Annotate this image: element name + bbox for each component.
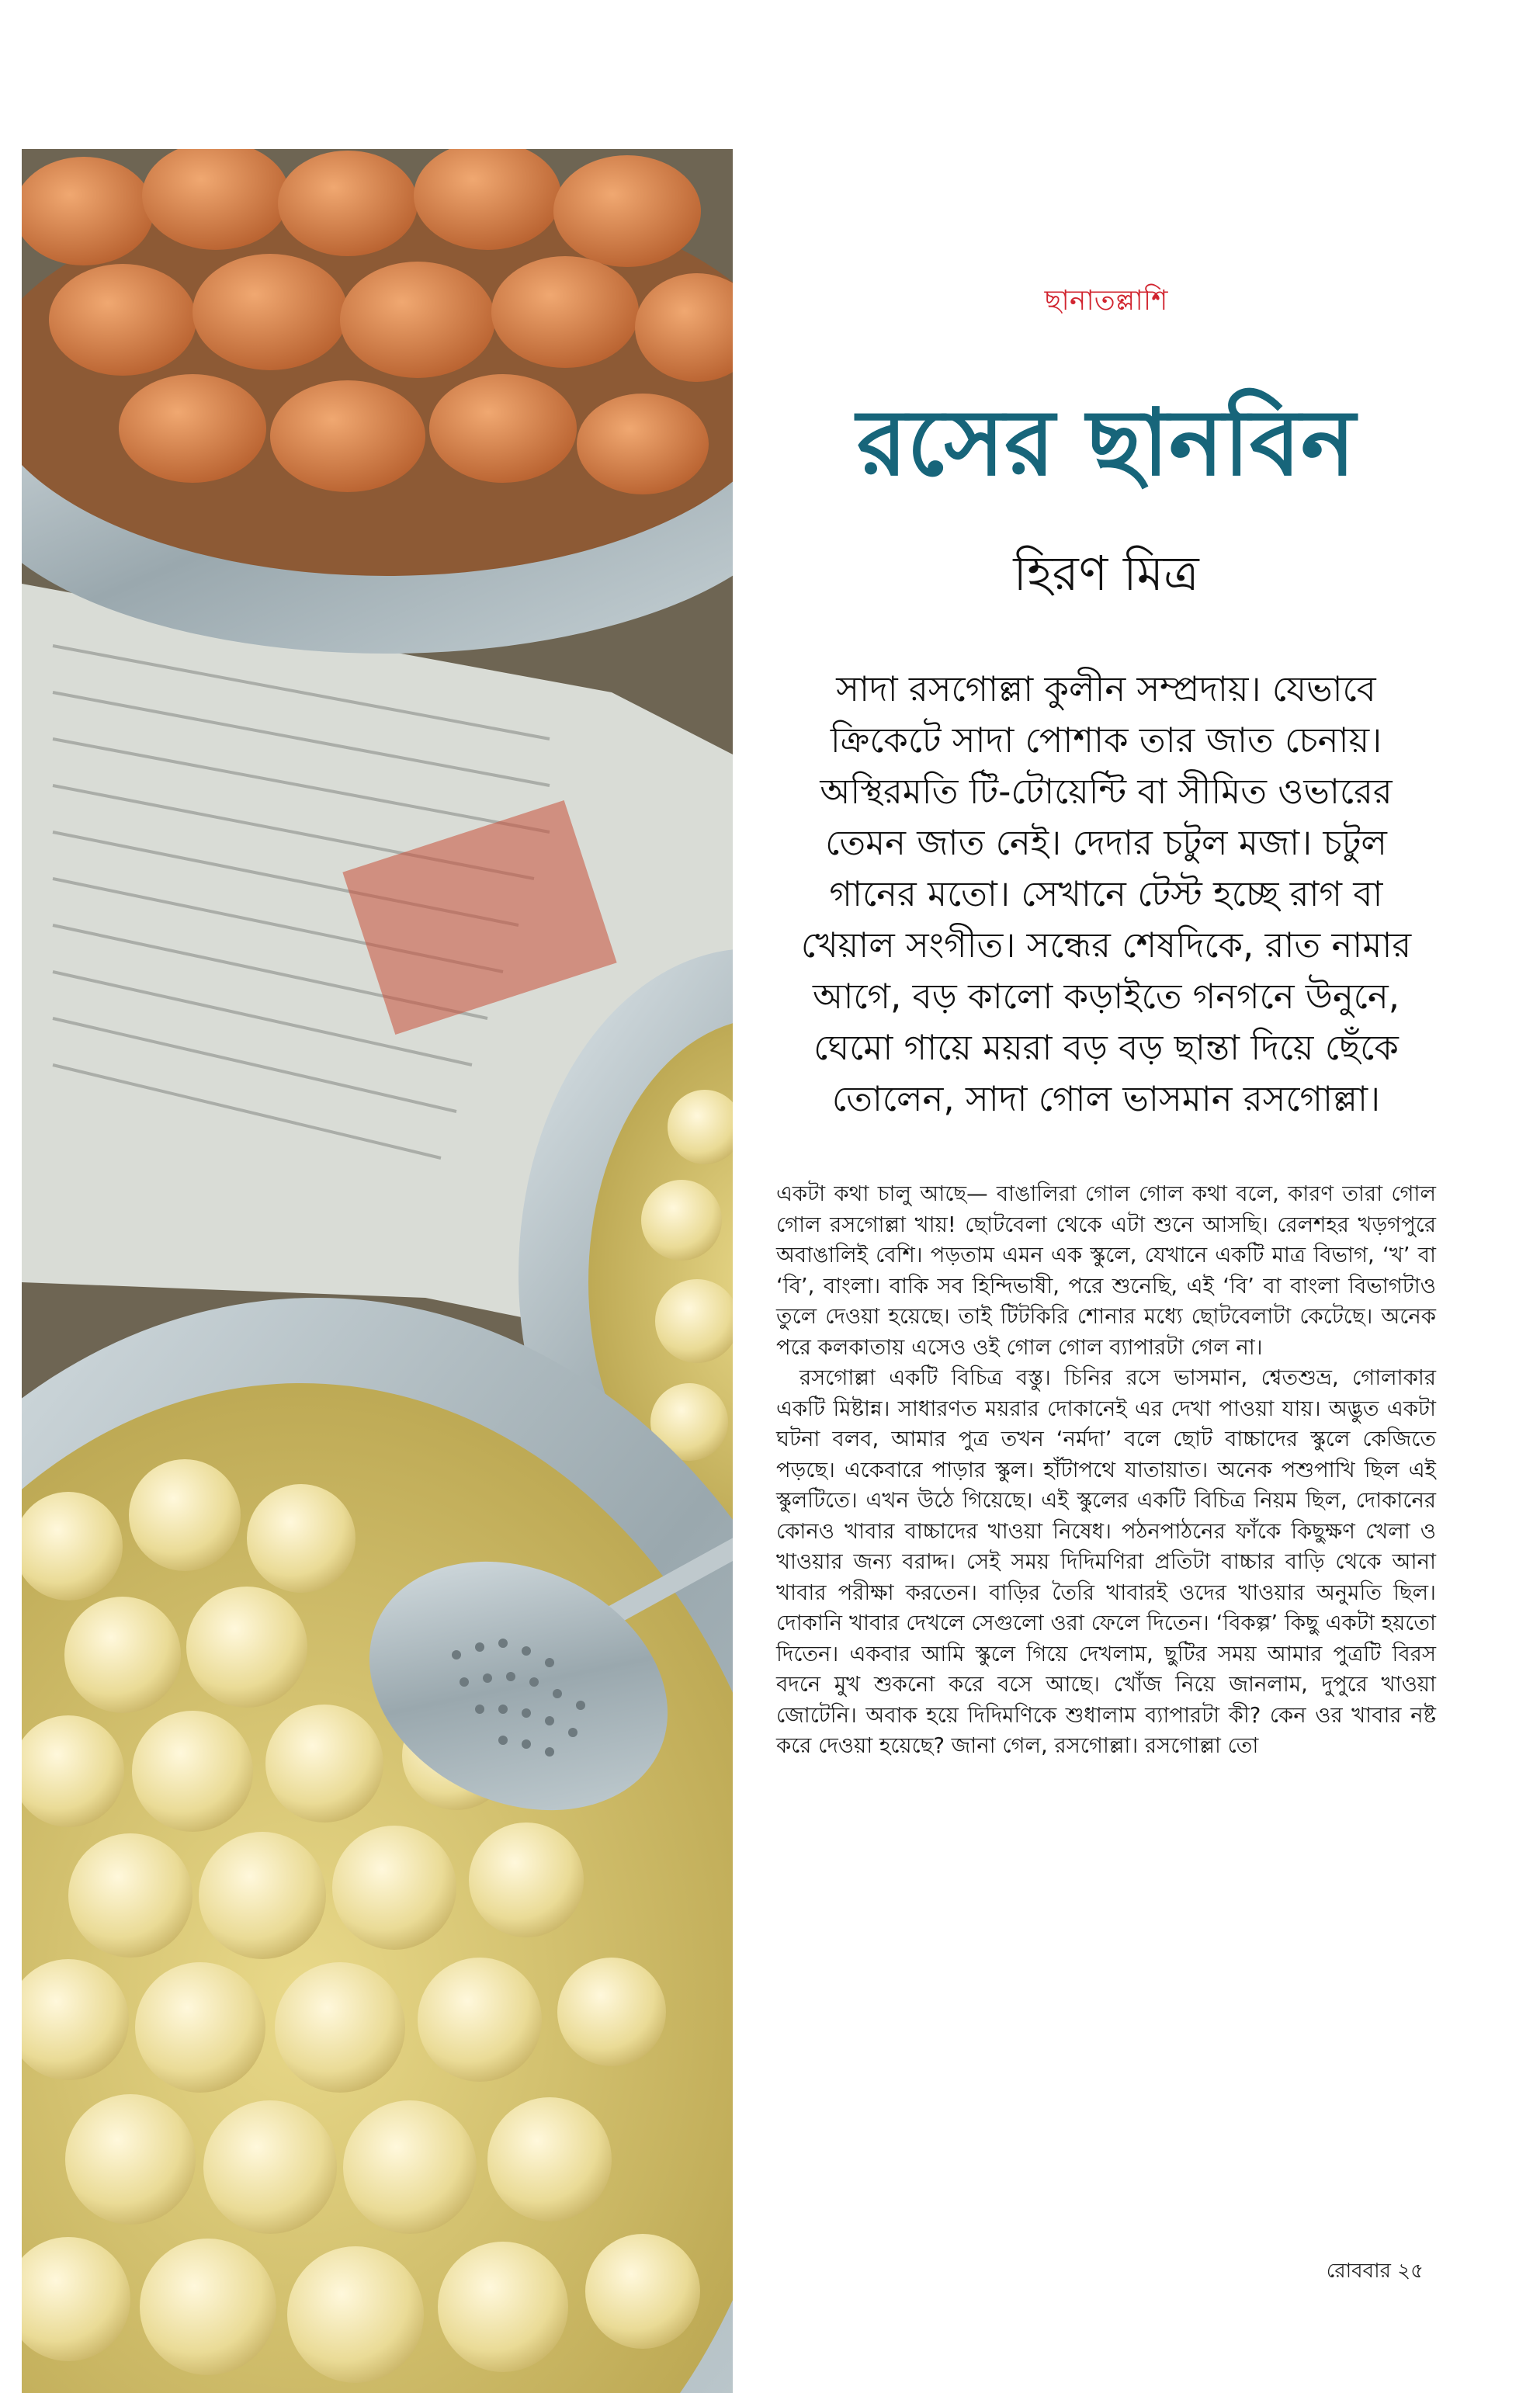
body-paragraph: একটা কথা চালু আছে— বাঙালিরা গোল গোল কথা বলে, কারণ তারা গোল গোল রসগোল্লা খায়! ছোটবেলা থেকে এটা শুনে আসছি। রেলশহর খড়গপুরে অবাঙালিই বেশি। পড়তাম এমন এক স্কুলে, যেখানে একটি মাত্র বিভাগ, ‘খ’ বা ‘বি’, বাংলা। বাকি সব হিন্দিভাষী, পরে শুনেছি, এই ‘বি’ বা বাংলা বিভাগটাও তুলে দেওয়া হয়েছে। তাই টিটকিরি শোনার মধ্যে ছোটবেলাটা কেটেছে। অনেক পরে কলকাতায় এসেও ওই গোল গোল ব্যাপারটা গেল না। (776, 1181, 1436, 1360)
brown-sweets (22, 149, 733, 494)
article-title: রসের ছানবিন (856, 389, 1356, 496)
sweets-photo-illustration (22, 149, 733, 2393)
body-paragraph: রসগোল্লা একটি বিচিত্র বস্তু। চিনির রসে ভাসমান, শ্বেতশুভ্র, গোলাকার একটি মিষ্টান্ন। সাধারণত ময়রার দোকানেই এর দেখা পাওয়া যায়। অদ্ভুত একটা ঘটনা বলব, আমার পুত্র তখন ‘নর্মদা’ বলে ছোট বাচ্চাদের স্কুলে কেজিতে পড়ছে। একেবারে পাড়ার স্কুল। হাঁটাপথে যাতায়াত। অনেক পশুপাখি ছিল এই স্কুলটিতে। এখন উঠে গিয়েছে। এই স্কুলের একটি বিচিত্র নিয়ম ছিল, দোকানের কোনও খাবার বাচ্চাদের খাওয়া নিষেধ। পঠনপাঠনের ফাঁকে কিছুক্ষণ খেলা ও খাওয়ার জন্য বরাদ্দ। সেই সময় দিদিমণিরা প্রতিটা বাচ্চার বাড়ি থেকে আনা খাবার পরীক্ষা করতেন। বাড়ির তৈরি খাবারই ওদের খাওয়ার অনুমতি ছিল। দোকানি খাবার দেখলে সেগুলো ওরা ফেলে দিতেন। ‘বিকল্প’ কিছু একটা হয়তো দিতেন। একবার আমি স্কুলে গিয়ে দেখলাম, ছুটির সময় আমার পুত্রটি বিরস বদনে মুখ শুকনো করে বসে আছে। খোঁজ নিয়ে জানলাম, দুপুরে খাওয়া জোটেনি। অবাক হয়ে দিদিমণিকে শুধালাম ব্যাপারটা কী? কেন ওর খাবার নষ্ট করে দেওয়া হয়েছে? জানা গেল, রসগোল্লা। রসগোল্লা তো (776, 1365, 1436, 1758)
section-tag: ছানাতল্লাশি (1044, 285, 1168, 317)
article-column (776, 279, 1436, 1762)
intro-paragraph: সাদা রসগোল্লা কুলীন সম্প্রদায়। যেভাবে ক্রিকেটে সাদা পোশাক তার জাত চেনায়। অস্থিরমতি টি-টোয়েন্টি বা সীমিত ওভারের তেমন জাত নেই। দেদার চটুল মজা। চটুল গানের মতো। সেখানে টেস্ট হচ্ছে রাগ বা খেয়াল সংগীত। সন্ধের শেষদিকে, রাত নামার আগে, বড় কালো কড়াইতে গনগনে উনুনে, ঘেমো গায়ে ময়রা বড় বড় ছান্তা দিয়ে ছেঁকে তোলেন, সাদা গোল ভাসমান রসগোল্লা। (800, 668, 1412, 1119)
sweets-photo (22, 149, 733, 2393)
article-body (776, 1179, 1436, 1762)
author-name: হিরণ মিত্র (1013, 545, 1199, 602)
page-footer: রোববার ২৫ (1326, 2259, 1424, 2283)
